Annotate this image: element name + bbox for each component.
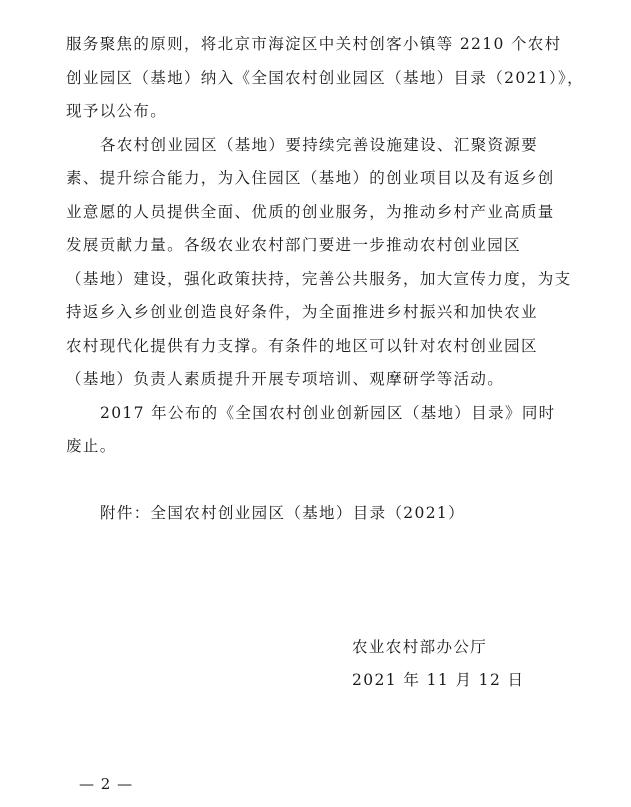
attachment-note: 附件：全国农村创业园区（基地）目录（2021） <box>100 504 465 522</box>
paragraph-2-line-5: （基地）建设，强化政策扶持，完善公共服务，加大宣传力度，为支 <box>66 270 572 288</box>
paragraph-1-line-3: 现予以公布。 <box>66 102 168 120</box>
paragraph-1-line-2: 创业园区（基地）纳入《全国农村创业园区（基地）目录（2021）》， <box>66 69 584 87</box>
page-number: — 2 — <box>79 775 134 793</box>
paragraph-1-line-1: 服务聚焦的原则，将北京市海淀区中关村创客小镇等 2210 个农村 <box>66 35 562 53</box>
paragraph-2-line-7: 农村现代化提供有力支撑。有条件的地区可以针对农村创业园区 <box>66 337 538 355</box>
paragraph-3-line-1: 2017 年公布的《全国农村创业创新园区（基地）目录》同时 <box>100 404 556 422</box>
paragraph-2-line-8: （基地）负责人素质提升开展专项培训、观摩研学等活动。 <box>66 370 505 388</box>
paragraph-3-line-2: 废止。 <box>66 437 117 455</box>
paragraph-2-line-1: 各农村创业园区（基地）要持续完善设施建设、汇聚资源要 <box>100 136 539 154</box>
paragraph-2-line-4: 发展贡献力量。各级农业农村部门要进一步推动农村创业园区 <box>66 236 521 254</box>
paragraph-2-line-6: 持返乡入乡创业创造良好条件，为全面推进乡村振兴和加快农业 <box>66 303 538 321</box>
issue-date: 2021 年 11 月 12 日 <box>352 671 525 689</box>
paragraph-2-line-2: 素、提升综合能力，为入住园区（基地）的创业项目以及有返乡创 <box>66 169 555 187</box>
issuer-name: 农业农村部办公厅 <box>352 638 488 656</box>
paragraph-2-line-3: 业意愿的人员提供全面、优质的创业服务，为推动乡村产业高质量 <box>66 203 555 221</box>
